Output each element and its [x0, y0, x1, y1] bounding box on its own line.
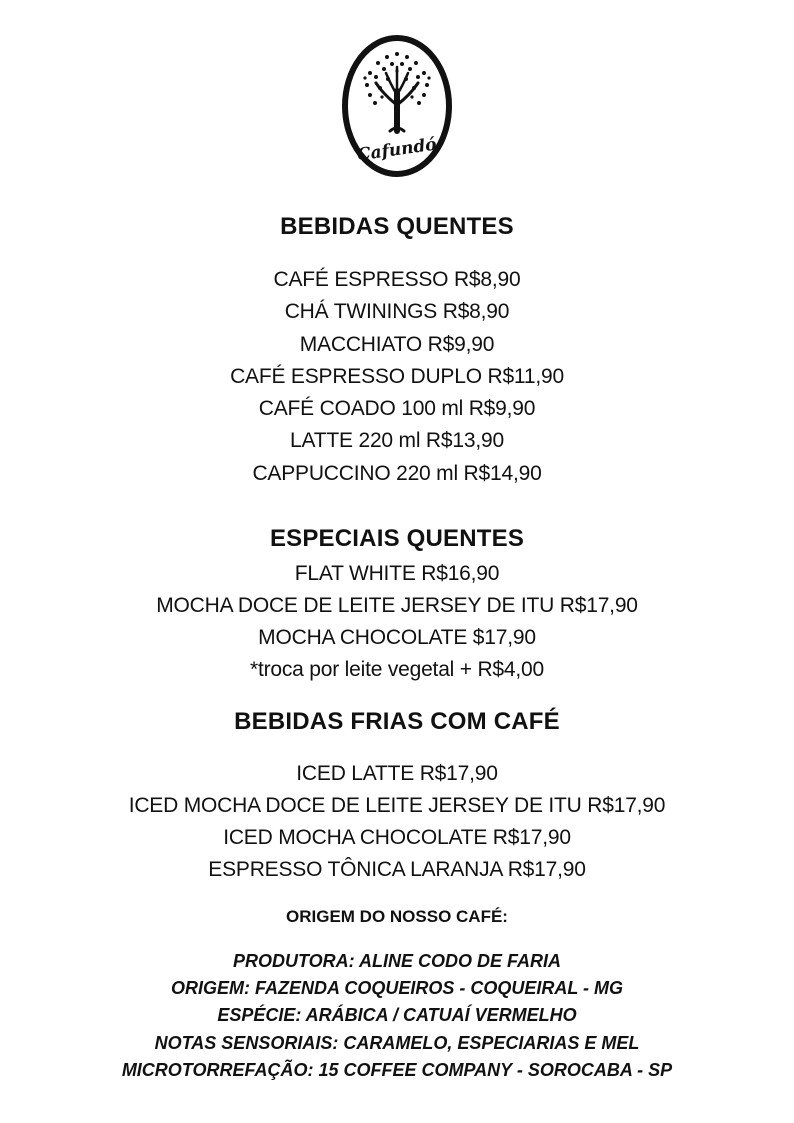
- menu-item: CAFÉ ESPRESSO R$8,90: [273, 268, 521, 291]
- menu-item: FLAT WHITE R$16,90: [294, 562, 500, 585]
- menu-item: CAFÉ COADO 100 ml R$9,90: [258, 397, 536, 420]
- menu-note: *troca por leite vegetal + R$4,00: [249, 658, 544, 681]
- origin-line: NOTAS SENSORIAIS: CARAMELO, ESPECIARIAS E MEL: [154, 1033, 640, 1053]
- menu-item: ICED MOCHA DOCE DE LEITE JERSEY DE ITU R$17,90: [128, 794, 666, 817]
- menu-item: MACCHIATO R$9,90: [299, 333, 495, 356]
- menu-item: ICED LATTE R$17,90: [296, 762, 498, 785]
- menu-item: LATTE 220 ml R$13,90: [290, 429, 504, 452]
- origin-line: ORIGEM: FAZENDA COQUEIROS - COQUEIRAL - MG: [170, 978, 623, 998]
- menu-item: CAPPUCCINO 220 ml R$14,90: [252, 462, 542, 485]
- section-title-bebidas-quentes: BEBIDAS QUENTES: [280, 213, 514, 240]
- menu-item: CAFÉ ESPRESSO DUPLO R$11,90: [230, 365, 564, 388]
- cafundo-logo: [340, 33, 454, 179]
- origin-line: MICROTORREFAÇÃO: 15 COFFEE COMPANY - SOROCABA - SP: [121, 1060, 673, 1080]
- origin-line: PRODUTORA: ALINE CODO DE FARIA: [232, 951, 561, 971]
- tree-icon: [340, 33, 454, 179]
- menu-item: CHÁ TWININGS R$8,90: [284, 300, 510, 323]
- origin-title: ORIGEM DO NOSSO CAFÉ:: [286, 907, 508, 926]
- menu-item: MOCHA DOCE DE LEITE JERSEY DE ITU R$17,90: [156, 594, 638, 617]
- section-title-especiais-quentes: ESPECIAIS QUENTES: [269, 525, 525, 552]
- origin-line: ESPÉCIE: ARÁBICA / CATUAÍ VERMELHO: [217, 1005, 577, 1025]
- section-title-bebidas-frias: BEBIDAS FRIAS COM CAFÉ: [234, 708, 560, 735]
- menu-item: ICED MOCHA CHOCOLATE R$17,90: [223, 826, 571, 849]
- menu-item: ESPRESSO TÔNICA LARANJA R$17,90: [208, 858, 586, 881]
- svg-text:Cafundó: Cafundó: [355, 134, 438, 166]
- menu-item: MOCHA CHOCOLATE $17,90: [258, 626, 536, 649]
